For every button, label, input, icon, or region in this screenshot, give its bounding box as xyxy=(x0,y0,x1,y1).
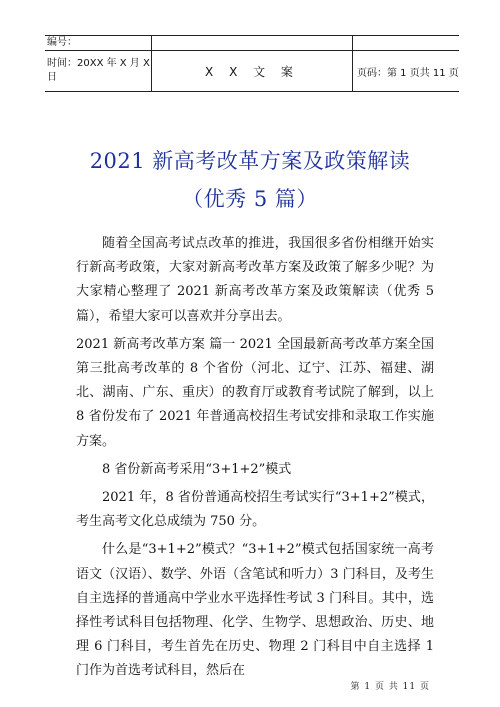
paragraph-mode-detail: 什么是“3+1+2”模式？“3+1+2”模式包括国家统一高考语文（汉语）、数学、外语（含笔试和听力）3 门科目，及考生自主选择的普通高中学业水平选择性考试 3 门科目。其中，选择性考试科目包括物理、化学、生物学、思想政治、历史、地理 6 门科目，考生首先在历史、物理 2 门科目中自主选择 1 门作为首选考试科目，然后在 xyxy=(76,542,434,679)
paragraph-mode-heading: 8 省份新高考采用“3+1+2”模式 xyxy=(102,461,292,477)
title-line-1: 2021 新高考改革方案及政策解读 xyxy=(89,149,411,173)
time-label: 时间：20XX 年 X 月 X 日 xyxy=(45,51,152,92)
number-label: 编号： xyxy=(45,36,152,51)
paragraph-score: 2021 年，8 省份普通高校招生考试实行“3+1+2”模式，考生高考文化总成绩为 750 分。 xyxy=(76,490,434,530)
page-footer: 第 1 页 共 11 页 xyxy=(350,682,430,692)
paragraph-intro: 随着全国高考试点改革的推进，我国很多省份相继开始实行新高考政策，大家对新高考改革方案及政策了解多少呢？为大家精心整理了 2021 新高考改革方案及政策解读（优秀 5 篇），希望大家可以喜欢并分享出去。 xyxy=(76,236,434,324)
title-line-2: （优秀 5 篇） xyxy=(182,187,318,211)
document-header xyxy=(45,35,459,92)
paragraph-section-1: 2021 新高考改革方案 篇一 2021 全国最新高考改革方案全国第三批高考改革的 8 个省份（河北、辽宁、江苏、福建、湖北、湖南、广东、重庆）的教育厅或教育考试院了解到，以上 8 省份发布了 2021 年普通高校招生考试安排和录取工作实施方案。 xyxy=(76,336,434,449)
page-info: 页码：第 1 页共 11 页 xyxy=(353,51,460,92)
doc-title: X X 文 案 xyxy=(152,51,353,92)
document-body xyxy=(76,232,434,684)
